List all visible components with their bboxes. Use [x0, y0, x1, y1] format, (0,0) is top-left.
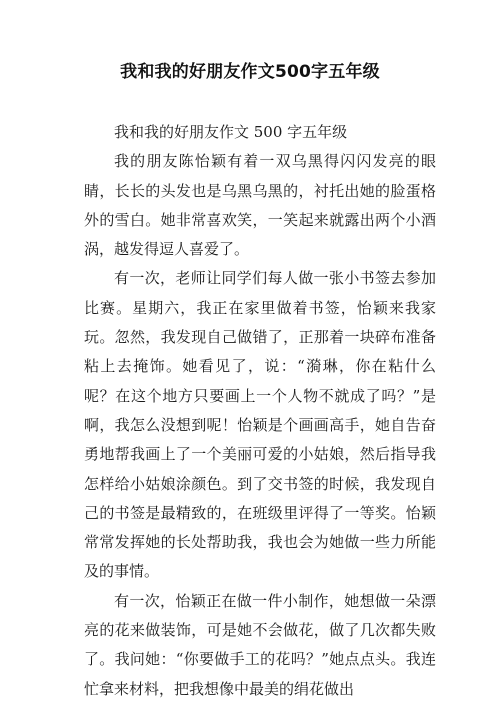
paragraph: 有一次，老师让同学们每人做一张小书签去参加比赛。星期六，我正在家里做着书签，怡颖来我家玩。忽然，我发现自己做错了，正那着一块碎布准备粘上去掩饰。她看见了，说：“漪琳，你在粘什么呢？在这个地方只要画上一个人物不就成了吗？”是啊，我怎么没想到呢！怡颖是个画画高手，她自告奋勇地帮我画上了一个美丽可爱的小姑娘，然后指导我怎样给小姑娘涂颜色。到了交书签的时候，我发现自己的书签是最精致的，在班级里评得了一等奖。怡颖常常发挥她的长处帮助我，我也会为她做一些力所能及的事情。	[84, 269, 436, 581]
paragraph: 我的朋友陈怡颖有着一双乌黑得闪闪发亮的眼睛，长长的头发也是乌黑乌黑的，衬托出她的脸蛋格外的雪白。她非常喜欢笑，一笑起来就露出两个小酒涡，越发得逗人喜爱了。	[84, 152, 436, 259]
document-title: 我和我的好朋友作文500字五年级	[120, 62, 380, 82]
document-subtitle: 我和我的好朋友作文 500 字五年级	[114, 123, 348, 141]
paragraph: 有一次，怡颖正在做一件小制作，她想做一朵漂亮的花来做装饰，可是她不会做花，做了几次都失败了。我问她：“你要做手工的花吗？”她点点头。我连忙拿来材料，把我想像中最美的绢花做出	[84, 591, 436, 698]
document-body	[84, 118, 436, 704]
